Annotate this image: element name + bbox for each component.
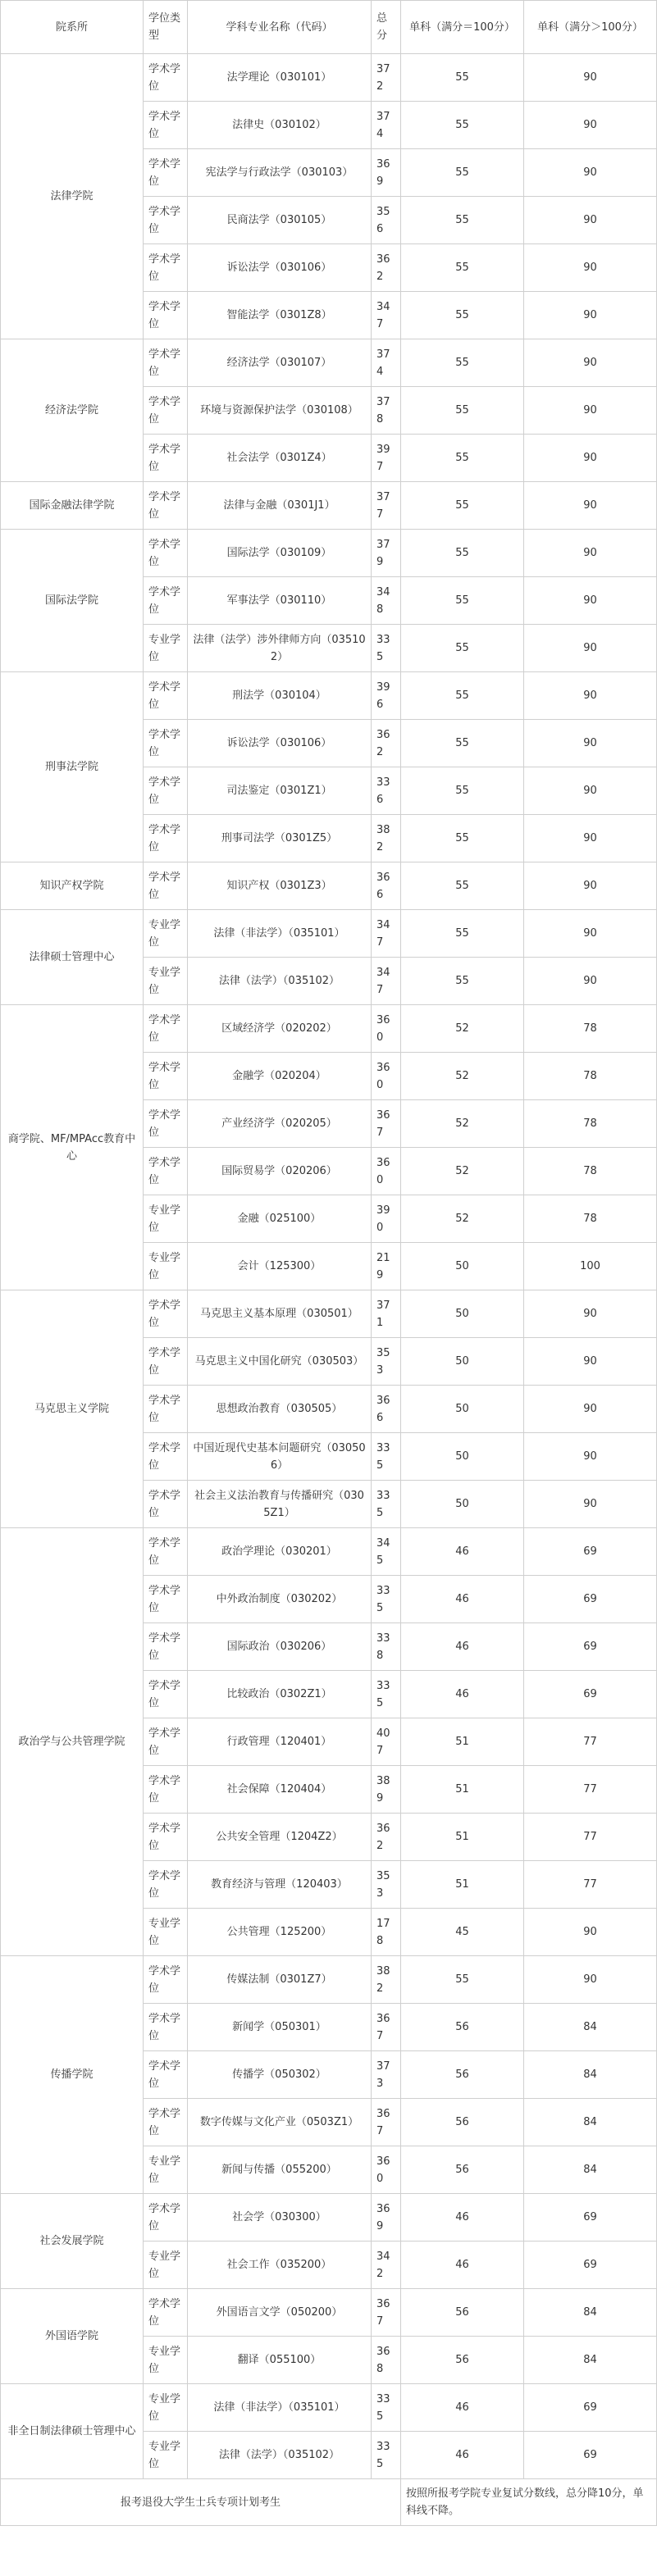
degree-type-cell: 学术学位 [144, 1053, 188, 1100]
single-over-100-cell: 90 [524, 862, 657, 910]
single-over-100-cell: 69 [524, 1671, 657, 1718]
single-over-100-cell: 100 [524, 1243, 657, 1290]
total-score-cell: 390 [372, 1195, 401, 1243]
degree-type-cell: 学术学位 [144, 2289, 188, 2337]
single-100-cell: 56 [401, 2099, 524, 2146]
table-row [1, 672, 657, 720]
degree-type-cell: 学术学位 [144, 102, 188, 149]
major-cell: 法律与金融（0301J1） [188, 482, 372, 530]
single-100-cell: 55 [401, 244, 524, 292]
major-cell: 法律（法学）（035102） [188, 958, 372, 1005]
major-cell: 中国近现代史基本问题研究（030506） [188, 1433, 372, 1481]
degree-type-cell: 学术学位 [144, 720, 188, 767]
single-100-cell: 51 [401, 1814, 524, 1861]
total-score-cell: 335 [372, 1433, 401, 1481]
degree-type-cell: 专业学位 [144, 910, 188, 958]
single-over-100-cell: 78 [524, 1005, 657, 1053]
single-over-100-cell: 78 [524, 1195, 657, 1243]
major-cell: 传播学（050302） [188, 2051, 372, 2099]
degree-type-cell: 学术学位 [144, 2051, 188, 2099]
department-cell: 马克思主义学院 [1, 1290, 144, 1528]
degree-type-cell: 学术学位 [144, 1386, 188, 1433]
single-100-cell: 56 [401, 2004, 524, 2051]
single-over-100-cell: 90 [524, 530, 657, 577]
single-over-100-cell: 90 [524, 54, 657, 102]
degree-type-cell: 学术学位 [144, 1718, 188, 1766]
table-row [1, 910, 657, 958]
single-100-cell: 51 [401, 1718, 524, 1766]
major-cell: 产业经济学（020205） [188, 1100, 372, 1148]
single-over-100-cell: 90 [524, 1956, 657, 2004]
degree-type-cell: 学术学位 [144, 1433, 188, 1481]
single-over-100-cell: 90 [524, 1909, 657, 1956]
table-row [1, 2384, 657, 2432]
single-over-100-cell: 77 [524, 1766, 657, 1814]
total-score-cell: 335 [372, 2432, 401, 2479]
single-100-cell: 56 [401, 2146, 524, 2194]
total-score-cell: 356 [372, 197, 401, 244]
single-over-100-cell: 90 [524, 197, 657, 244]
total-score-cell: 338 [372, 1623, 401, 1671]
table-body [1, 54, 657, 2479]
total-score-cell: 366 [372, 1386, 401, 1433]
total-score-cell: 362 [372, 244, 401, 292]
single-100-cell: 50 [401, 1386, 524, 1433]
major-cell: 诉讼法学（030106） [188, 720, 372, 767]
degree-type-cell: 学术学位 [144, 815, 188, 862]
total-score-cell: 335 [372, 1481, 401, 1528]
degree-type-cell: 学术学位 [144, 339, 188, 387]
degree-type-cell: 专业学位 [144, 2337, 188, 2384]
single-over-100-cell: 90 [524, 815, 657, 862]
single-100-cell: 52 [401, 1005, 524, 1053]
degree-type-cell: 专业学位 [144, 2384, 188, 2432]
degree-type-cell: 学术学位 [144, 1814, 188, 1861]
major-cell: 刑法学（030104） [188, 672, 372, 720]
total-score-cell: 396 [372, 672, 401, 720]
degree-type-cell: 学术学位 [144, 1005, 188, 1053]
total-score-cell: 382 [372, 1956, 401, 2004]
degree-type-cell: 学术学位 [144, 1766, 188, 1814]
single-100-cell: 55 [401, 910, 524, 958]
single-100-cell: 55 [401, 387, 524, 435]
total-score-cell: 368 [372, 2337, 401, 2384]
footer-row [1, 2479, 657, 2526]
table-row [1, 1290, 657, 1338]
major-cell: 社会主义法治教育与传播研究（0305Z1） [188, 1481, 372, 1528]
table-header-row [1, 1, 657, 54]
single-over-100-cell: 90 [524, 339, 657, 387]
single-100-cell: 46 [401, 2194, 524, 2241]
degree-type-cell: 学术学位 [144, 1148, 188, 1195]
major-cell: 刑事司法学（0301Z5） [188, 815, 372, 862]
total-score-cell: 348 [372, 577, 401, 625]
major-cell: 法律（法学）涉外律师方向（035102） [188, 625, 372, 672]
table-row [1, 530, 657, 577]
single-100-cell: 55 [401, 577, 524, 625]
total-score-cell: 378 [372, 387, 401, 435]
major-cell: 法律（非法学）（035101） [188, 910, 372, 958]
total-score-cell: 367 [372, 2289, 401, 2337]
single-100-cell: 55 [401, 767, 524, 815]
single-over-100-cell: 90 [524, 958, 657, 1005]
single-100-cell: 51 [401, 1861, 524, 1909]
single-100-cell: 55 [401, 530, 524, 577]
degree-type-cell: 学术学位 [144, 1671, 188, 1718]
major-cell: 国际贸易学（020206） [188, 1148, 372, 1195]
single-100-cell: 50 [401, 1338, 524, 1386]
department-cell: 知识产权学院 [1, 862, 144, 910]
total-score-cell: 347 [372, 958, 401, 1005]
degree-type-cell: 学术学位 [144, 1861, 188, 1909]
major-cell: 公共安全管理（1204Z2） [188, 1814, 372, 1861]
major-cell: 智能法学（0301Z8） [188, 292, 372, 339]
single-100-cell: 50 [401, 1481, 524, 1528]
total-score-cell: 353 [372, 1861, 401, 1909]
major-cell: 国际法学（030109） [188, 530, 372, 577]
degree-type-cell: 专业学位 [144, 958, 188, 1005]
footer-veteran-label: 报考退役大学生士兵专项计划考生 [1, 2479, 401, 2526]
total-score-cell: 342 [372, 2241, 401, 2289]
single-over-100-cell: 69 [524, 1576, 657, 1623]
total-score-cell: 367 [372, 2099, 401, 2146]
total-score-cell: 360 [372, 1148, 401, 1195]
single-over-100-cell: 78 [524, 1148, 657, 1195]
major-cell: 宪法学与行政法学（030103） [188, 149, 372, 197]
header-major: 学科专业名称（代码） [188, 1, 372, 54]
major-cell: 法律史（030102） [188, 102, 372, 149]
degree-type-cell: 学术学位 [144, 482, 188, 530]
total-score-cell: 374 [372, 339, 401, 387]
major-cell: 国际政治（030206） [188, 1623, 372, 1671]
major-cell: 外国语言文学（050200） [188, 2289, 372, 2337]
header-department: 院系所 [1, 1, 144, 54]
total-score-cell: 362 [372, 1814, 401, 1861]
single-100-cell: 51 [401, 1766, 524, 1814]
degree-type-cell: 学术学位 [144, 1290, 188, 1338]
single-100-cell: 52 [401, 1195, 524, 1243]
single-over-100-cell: 69 [524, 1528, 657, 1576]
degree-type-cell: 学术学位 [144, 2004, 188, 2051]
single-100-cell: 46 [401, 2432, 524, 2479]
single-over-100-cell: 69 [524, 2194, 657, 2241]
single-over-100-cell: 78 [524, 1100, 657, 1148]
degree-type-cell: 学术学位 [144, 197, 188, 244]
single-100-cell: 55 [401, 625, 524, 672]
single-over-100-cell: 78 [524, 1053, 657, 1100]
single-100-cell: 56 [401, 2051, 524, 2099]
single-over-100-cell: 90 [524, 149, 657, 197]
footer-veteran-rule: 按照所报考学院专业复试分数线，总分降10分，单科线不降。 [401, 2479, 657, 2526]
single-100-cell: 55 [401, 339, 524, 387]
degree-type-cell: 学术学位 [144, 862, 188, 910]
total-score-cell: 336 [372, 767, 401, 815]
total-score-cell: 345 [372, 1528, 401, 1576]
degree-type-cell: 学术学位 [144, 292, 188, 339]
department-cell: 外国语学院 [1, 2289, 144, 2384]
single-over-100-cell: 90 [524, 244, 657, 292]
degree-type-cell: 专业学位 [144, 2432, 188, 2479]
single-100-cell: 56 [401, 2289, 524, 2337]
single-100-cell: 46 [401, 1623, 524, 1671]
department-cell: 国际法学院 [1, 530, 144, 672]
major-cell: 传媒法制（0301Z7） [188, 1956, 372, 2004]
major-cell: 新闻学（050301） [188, 2004, 372, 2051]
table-row [1, 482, 657, 530]
header-degree-type: 学位类型 [144, 1, 188, 54]
single-over-100-cell: 84 [524, 2051, 657, 2099]
single-over-100-cell: 69 [524, 2241, 657, 2289]
single-100-cell: 52 [401, 1148, 524, 1195]
department-cell: 刑事法学院 [1, 672, 144, 862]
major-cell: 司法鉴定（0301Z1） [188, 767, 372, 815]
major-cell: 翻译（055100） [188, 2337, 372, 2384]
single-100-cell: 55 [401, 482, 524, 530]
major-cell: 军事法学（030110） [188, 577, 372, 625]
major-cell: 中外政治制度（030202） [188, 1576, 372, 1623]
total-score-cell: 360 [372, 1053, 401, 1100]
total-score-cell: 374 [372, 102, 401, 149]
total-score-cell: 362 [372, 720, 401, 767]
major-cell: 社会法学（0301Z4） [188, 435, 372, 482]
major-cell: 社会学（030300） [188, 2194, 372, 2241]
single-100-cell: 45 [401, 1909, 524, 1956]
single-100-cell: 46 [401, 2384, 524, 2432]
degree-type-cell: 学术学位 [144, 1338, 188, 1386]
table-row [1, 54, 657, 102]
major-cell: 行政管理（120401） [188, 1718, 372, 1766]
single-100-cell: 52 [401, 1053, 524, 1100]
degree-type-cell: 学术学位 [144, 1100, 188, 1148]
total-score-cell: 372 [372, 54, 401, 102]
degree-type-cell: 学术学位 [144, 387, 188, 435]
total-score-cell: 335 [372, 1576, 401, 1623]
table-row [1, 862, 657, 910]
single-100-cell: 52 [401, 1100, 524, 1148]
major-cell: 思想政治教育（030505） [188, 1386, 372, 1433]
total-score-cell: 347 [372, 292, 401, 339]
major-cell: 经济法学（030107） [188, 339, 372, 387]
degree-type-cell: 学术学位 [144, 54, 188, 102]
major-cell: 知识产权（0301Z3） [188, 862, 372, 910]
total-score-cell: 366 [372, 862, 401, 910]
degree-type-cell: 学术学位 [144, 672, 188, 720]
major-cell: 政治学理论（030201） [188, 1528, 372, 1576]
header-total: 总分 [372, 1, 401, 54]
single-over-100-cell: 84 [524, 2146, 657, 2194]
total-score-cell: 389 [372, 1766, 401, 1814]
total-score-cell: 373 [372, 2051, 401, 2099]
single-over-100-cell: 90 [524, 1433, 657, 1481]
department-cell: 社会发展学院 [1, 2194, 144, 2289]
major-cell: 社会保障（120404） [188, 1766, 372, 1814]
single-over-100-cell: 90 [524, 577, 657, 625]
department-cell: 国际金融法律学院 [1, 482, 144, 530]
single-100-cell: 50 [401, 1243, 524, 1290]
total-score-cell: 347 [372, 910, 401, 958]
single-over-100-cell: 90 [524, 720, 657, 767]
table-row [1, 1005, 657, 1053]
single-over-100-cell: 90 [524, 482, 657, 530]
single-100-cell: 55 [401, 149, 524, 197]
single-over-100-cell: 77 [524, 1861, 657, 1909]
total-score-cell: 335 [372, 625, 401, 672]
degree-type-cell: 学术学位 [144, 1623, 188, 1671]
major-cell: 法律（非法学）（035101） [188, 2384, 372, 2432]
single-over-100-cell: 90 [524, 387, 657, 435]
single-over-100-cell: 84 [524, 2289, 657, 2337]
major-cell: 新闻与传播（055200） [188, 2146, 372, 2194]
degree-type-cell: 学术学位 [144, 2099, 188, 2146]
single-100-cell: 55 [401, 672, 524, 720]
single-100-cell: 55 [401, 292, 524, 339]
total-score-cell: 382 [372, 815, 401, 862]
department-cell: 非全日制法律硕士管理中心 [1, 2384, 144, 2479]
degree-type-cell: 专业学位 [144, 2146, 188, 2194]
total-score-cell: 335 [372, 2384, 401, 2432]
single-over-100-cell: 69 [524, 2432, 657, 2479]
table-row [1, 2194, 657, 2241]
single-over-100-cell: 90 [524, 672, 657, 720]
table-row [1, 2289, 657, 2337]
degree-type-cell: 学术学位 [144, 767, 188, 815]
single-over-100-cell: 90 [524, 767, 657, 815]
single-over-100-cell: 90 [524, 625, 657, 672]
major-cell: 社会工作（035200） [188, 2241, 372, 2289]
single-100-cell: 46 [401, 1576, 524, 1623]
major-cell: 比较政治（0302Z1） [188, 1671, 372, 1718]
degree-type-cell: 学术学位 [144, 577, 188, 625]
single-100-cell: 55 [401, 958, 524, 1005]
total-score-cell: 353 [372, 1338, 401, 1386]
single-over-100-cell: 90 [524, 435, 657, 482]
department-cell: 政治学与公共管理学院 [1, 1528, 144, 1956]
header-single-100: 单科（满分＝100分） [401, 1, 524, 54]
single-over-100-cell: 90 [524, 1290, 657, 1338]
single-100-cell: 55 [401, 862, 524, 910]
single-100-cell: 46 [401, 1671, 524, 1718]
single-over-100-cell: 90 [524, 292, 657, 339]
total-score-cell: 178 [372, 1909, 401, 1956]
total-score-cell: 371 [372, 1290, 401, 1338]
major-cell: 诉讼法学（030106） [188, 244, 372, 292]
degree-type-cell: 学术学位 [144, 530, 188, 577]
single-over-100-cell: 84 [524, 2337, 657, 2384]
total-score-cell: 360 [372, 2146, 401, 2194]
single-100-cell: 55 [401, 54, 524, 102]
degree-type-cell: 专业学位 [144, 1909, 188, 1956]
degree-type-cell: 专业学位 [144, 2241, 188, 2289]
single-over-100-cell: 90 [524, 910, 657, 958]
degree-type-cell: 学术学位 [144, 149, 188, 197]
single-over-100-cell: 90 [524, 1386, 657, 1433]
single-over-100-cell: 69 [524, 1623, 657, 1671]
single-100-cell: 55 [401, 720, 524, 767]
single-over-100-cell: 77 [524, 1814, 657, 1861]
total-score-cell: 369 [372, 2194, 401, 2241]
single-over-100-cell: 69 [524, 2384, 657, 2432]
degree-type-cell: 学术学位 [144, 2194, 188, 2241]
degree-type-cell: 专业学位 [144, 625, 188, 672]
degree-type-cell: 学术学位 [144, 435, 188, 482]
department-cell: 经济法学院 [1, 339, 144, 482]
total-score-cell: 377 [372, 482, 401, 530]
single-100-cell: 55 [401, 1956, 524, 2004]
major-cell: 数字传媒与文化产业（0503Z1） [188, 2099, 372, 2146]
single-100-cell: 55 [401, 197, 524, 244]
single-100-cell: 46 [401, 2241, 524, 2289]
major-cell: 马克思主义基本原理（030501） [188, 1290, 372, 1338]
single-over-100-cell: 90 [524, 1338, 657, 1386]
table-row [1, 1956, 657, 2004]
major-cell: 法学理论（030101） [188, 54, 372, 102]
degree-type-cell: 学术学位 [144, 1576, 188, 1623]
single-over-100-cell: 77 [524, 1718, 657, 1766]
degree-type-cell: 专业学位 [144, 1243, 188, 1290]
total-score-cell: 407 [372, 1718, 401, 1766]
single-100-cell: 55 [401, 815, 524, 862]
degree-type-cell: 学术学位 [144, 1481, 188, 1528]
major-cell: 金融（025100） [188, 1195, 372, 1243]
total-score-cell: 369 [372, 149, 401, 197]
single-100-cell: 55 [401, 435, 524, 482]
major-cell: 法律（法学）（035102） [188, 2432, 372, 2479]
single-over-100-cell: 84 [524, 2099, 657, 2146]
single-100-cell: 50 [401, 1290, 524, 1338]
department-cell: 商学院、MF/MPAcc教育中心 [1, 1005, 144, 1290]
total-score-cell: 367 [372, 2004, 401, 2051]
degree-type-cell: 学术学位 [144, 244, 188, 292]
major-cell: 马克思主义中国化研究（030503） [188, 1338, 372, 1386]
total-score-cell: 379 [372, 530, 401, 577]
major-cell: 公共管理（125200） [188, 1909, 372, 1956]
single-100-cell: 46 [401, 1528, 524, 1576]
department-cell: 法律学院 [1, 54, 144, 339]
degree-type-cell: 学术学位 [144, 1528, 188, 1576]
total-score-cell: 335 [372, 1671, 401, 1718]
table-row [1, 1528, 657, 1576]
major-cell: 环境与资源保护法学（030108） [188, 387, 372, 435]
total-score-cell: 360 [372, 1005, 401, 1053]
total-score-cell: 219 [372, 1243, 401, 1290]
total-score-cell: 367 [372, 1100, 401, 1148]
single-100-cell: 50 [401, 1433, 524, 1481]
major-cell: 区域经济学（020202） [188, 1005, 372, 1053]
total-score-cell: 397 [372, 435, 401, 482]
major-cell: 民商法学（030105） [188, 197, 372, 244]
header-single-over-100: 单科（满分＞100分） [524, 1, 657, 54]
single-over-100-cell: 90 [524, 1481, 657, 1528]
single-over-100-cell: 84 [524, 2004, 657, 2051]
department-cell: 传播学院 [1, 1956, 144, 2194]
table-row [1, 339, 657, 387]
major-cell: 会计（125300） [188, 1243, 372, 1290]
single-over-100-cell: 90 [524, 102, 657, 149]
degree-type-cell: 学术学位 [144, 1956, 188, 2004]
major-cell: 教育经济与管理（120403） [188, 1861, 372, 1909]
single-100-cell: 55 [401, 102, 524, 149]
degree-type-cell: 专业学位 [144, 1195, 188, 1243]
major-cell: 金融学（020204） [188, 1053, 372, 1100]
department-cell: 法律硕士管理中心 [1, 910, 144, 1005]
single-100-cell: 56 [401, 2337, 524, 2384]
